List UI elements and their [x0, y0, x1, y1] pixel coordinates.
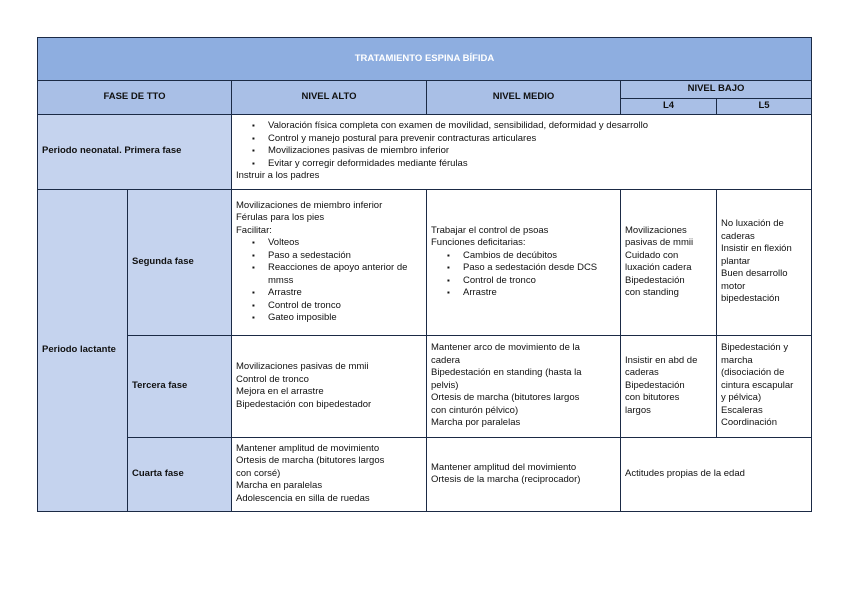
text-line: Marcha por paralelas [431, 417, 521, 429]
text-line: Mantener arco de movimiento de la [431, 342, 580, 354]
header-nivel-bajo: NIVEL BAJO [621, 81, 812, 99]
text-line: Bipedestación y [721, 342, 789, 354]
text-line: Ortesis de marcha (bitutores largos [236, 455, 385, 467]
tercera-fase-label: Tercera fase [128, 335, 232, 437]
list-item: ▪ Reacciones de apoyo anterior de mmss [268, 262, 422, 287]
segunda-alto [232, 189, 427, 335]
text-line: Marcha en paralelas [236, 480, 323, 492]
cuarta-fase-label: Cuarta fase [128, 437, 232, 511]
list-item: ▪ Arrastre [463, 287, 616, 300]
text-line: Mantener amplitud del movimiento [431, 461, 577, 473]
text-line: cintura escapular [721, 379, 794, 391]
text-line: Buen desarrollo [721, 268, 788, 280]
text-line: Bipedestación [625, 274, 685, 286]
list-item: ▪ Volteos [268, 237, 422, 250]
header-l4: L4 [621, 99, 717, 115]
text-line: caderas [625, 367, 659, 379]
text-line: Adolescencia en silla de ruedas [236, 492, 370, 504]
text-line: Bipedestación [625, 379, 685, 391]
neonatal-list [236, 120, 807, 170]
text-line: Movilizaciones [625, 224, 687, 236]
header-nivel-alto: NIVEL ALTO [232, 81, 427, 115]
segunda-medio-list [431, 250, 616, 300]
segunda-fase-label: Segunda fase [128, 189, 232, 335]
list-item: ▪ Paso a sedestación [268, 250, 422, 263]
tercera-l5 [717, 335, 812, 437]
text-line: Cuidado con [625, 249, 679, 261]
cuarta-alto [232, 437, 427, 511]
header-nivel-medio: NIVEL MEDIO [427, 81, 621, 115]
text-line: Mejora en el arrastre [236, 386, 324, 397]
text-line: No luxación de [721, 218, 784, 230]
text-line: Férulas para los pies [236, 212, 325, 223]
text-line: Insistir en abd de [625, 354, 698, 366]
text-line: pasivas de mmii [625, 237, 694, 248]
text-line: Ortesis de marcha (bitutores largos [431, 392, 580, 404]
list-item: ▪ Cambios de decúbitos [463, 250, 616, 263]
list-item: ▪ Control de tronco [463, 275, 616, 288]
segunda-alto-list [236, 237, 422, 325]
text-line: (disociación de [721, 367, 785, 379]
list-item: ▪ Control de tronco [268, 300, 422, 313]
text-line: cadera [431, 354, 461, 366]
treatment-table [37, 37, 812, 512]
text-line: Funciones deficitarias: [431, 237, 526, 248]
cuarta-medio [427, 437, 621, 511]
text-line: marcha [721, 354, 753, 366]
lactante-label: Periodo lactante [38, 189, 128, 511]
segunda-medio [427, 189, 621, 335]
table-title: TRATAMIENTO ESPINA BÍFIDA [38, 38, 812, 81]
text-line: Bipedestación en standing (hasta la [431, 367, 582, 379]
tercera-l4 [621, 335, 717, 437]
text-line: Insistir en flexión [721, 243, 792, 255]
text-line: Movilizaciones de miembro inferior [236, 199, 383, 211]
list-item: ▪ Gateo imposible [268, 312, 422, 325]
cuarta-bajo: Actitudes propias de la edad [621, 437, 812, 511]
text-line: pelvis) [431, 379, 459, 391]
text-line: Mantener amplitud de movimiento [236, 442, 380, 454]
text-line: Ortesis de la marcha (reciprocador) [431, 474, 581, 485]
text-line: Escaleras [721, 404, 763, 416]
list-item: ▪ Valoración física completa con examen de movilidad, sensibilidad, deformidad y desarrollo [268, 120, 807, 133]
text-line: con bitutores [625, 392, 680, 404]
text-line: largos [625, 404, 651, 416]
text-line: Bipedestación con bipedestador [236, 398, 372, 410]
text-line: Movilizaciones pasivas de mmii [236, 361, 369, 372]
text-line: Control de tronco [236, 373, 309, 385]
text-line: Coordinación [721, 417, 777, 429]
text-line: plantar [721, 255, 751, 267]
list-item: ▪ Control y manejo postural para prevenir contracturas articulares [268, 133, 807, 146]
tercera-medio [427, 335, 621, 437]
text-line: motor [721, 280, 746, 292]
neonatal-label: Periodo neonatal. Primera fase [38, 114, 232, 189]
text-line: luxación cadera [625, 262, 692, 273]
text-line: bipedestación [721, 293, 780, 305]
list-item: ▪ Movilizaciones pasivas de miembro inferior [268, 145, 807, 158]
text-line: con standing [625, 287, 679, 298]
text-line: Trabajar el control de psoas [431, 224, 549, 236]
segunda-l5 [717, 189, 812, 335]
list-item: ▪ Arrastre [268, 287, 422, 300]
text-line: y pélvica) [721, 392, 762, 404]
text-line: con cinturón pélvico) [431, 404, 519, 416]
neonatal-content [232, 114, 812, 189]
text-line: con corsé) [236, 467, 281, 479]
segunda-l4 [621, 189, 717, 335]
header-l5: L5 [717, 99, 812, 115]
neonatal-footer: Instruir a los padres [236, 170, 320, 182]
list-item: ▪ Evitar y corregir deformidades mediante férulas [268, 158, 807, 171]
list-item: ▪ Paso a sedestación desde DCS [463, 262, 616, 275]
text-line: Facilitar: [236, 224, 272, 236]
text-line: caderas [721, 230, 755, 242]
header-fase: FASE DE TTO [38, 81, 232, 115]
tercera-alto [232, 335, 427, 437]
